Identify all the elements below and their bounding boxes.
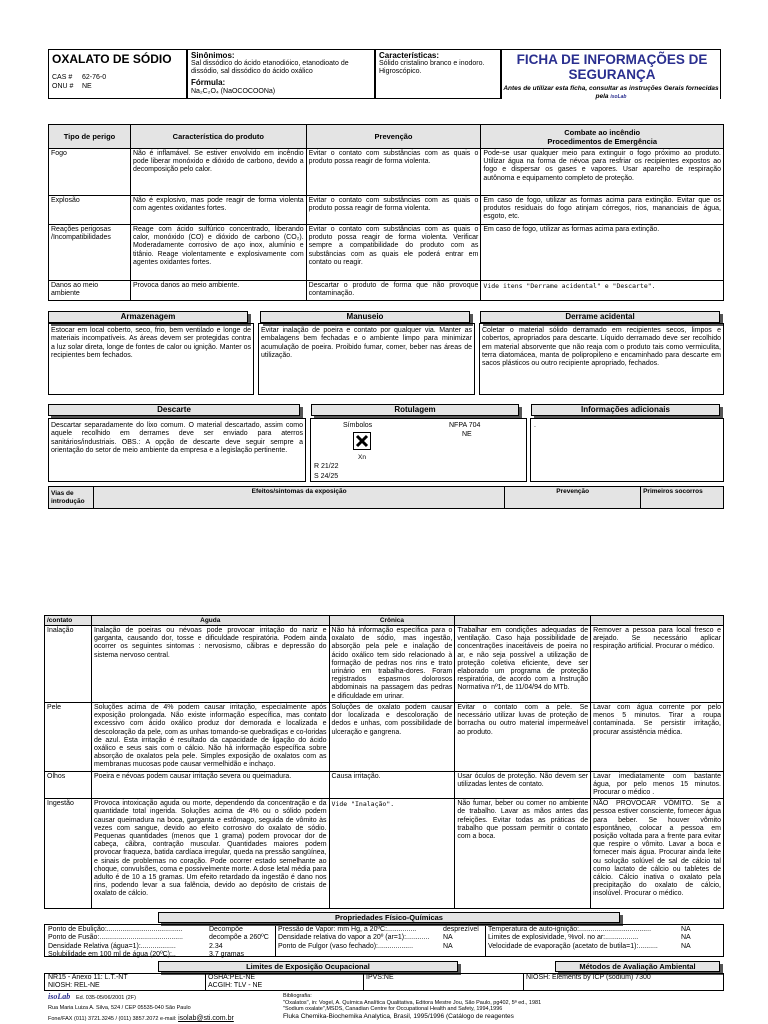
physchem-value: NA <box>443 942 453 950</box>
spill-title: Derrame acidental <box>480 311 720 323</box>
physchem-row <box>48 943 273 951</box>
divider <box>363 974 364 991</box>
table-row <box>45 703 724 772</box>
s-phrases: S 24/25 <box>314 473 339 480</box>
physchem-row <box>278 934 483 942</box>
effects-chronic-cell: Soluções de oxalato podem causar dor localizada e descoloração de dedos e unhas, com possibilidade de ulceração e gangrena. <box>329 703 455 772</box>
effects-col-chronic: Crônica <box>329 616 455 626</box>
cas-value: 62-76-0 <box>82 74 107 81</box>
physchem-label: Limites de explosividade, %vol. no ar:................. <box>488 934 639 942</box>
physchem-label: Ponto de Ebulição:....................................... <box>48 926 183 933</box>
product-header-box <box>48 49 187 99</box>
characteristics-box <box>375 49 501 99</box>
physchem-row <box>48 934 273 942</box>
bib-item: Fluka Chemika-Biochemika Analytica, Brasil, 1995/1996 (Catálogo de reagentes <box>283 1012 514 1020</box>
table-row <box>49 196 724 225</box>
nr15-text: NR15 - Anexo 11: L.T.-NT <box>48 974 128 981</box>
ipvs-text: IPVS:NE <box>366 974 394 981</box>
hazard-char-cell: Não é inflamável. Se estiver envolvido em incêndio pode liberar monóxido e dióxido de carbono, devido a decomposição pelo calor. <box>130 149 306 196</box>
footer-phone <box>48 1015 234 1022</box>
disposal-title: Descarte <box>48 404 300 416</box>
physchem-row <box>48 951 273 959</box>
hazard-prev-cell: Evitar o contato com substâncias com as quais o produto possa reagir de forma violenta. Verificar sempre a compatibilidade do produto com as substâncias com as quais ele poderá entrar em contato ou reagir. <box>306 225 481 281</box>
effects-route-cell: Inalação <box>45 626 92 703</box>
sheet-title: FICHA DE INFORMAÇÕES DE SEGURANÇA <box>516 52 708 82</box>
effects-aid-cell: Lavar imediatamente com bastante água, por pelo menos 15 minutos. Procurar o médico . <box>591 771 724 799</box>
storage-title: Armazenagem <box>48 311 248 323</box>
effects-acute-cell: Poeira e névoas podem causar irritação severa ou queimadura. <box>91 771 329 799</box>
sheet-note <box>503 85 719 101</box>
sheet-note-logo: isoLab <box>610 94 627 100</box>
synonyms-title: Sinônimos: <box>191 51 235 60</box>
physchem-value: 3.7 gramas <box>209 950 245 958</box>
effects-subheader <box>45 616 724 626</box>
effects-header-table <box>48 486 724 509</box>
bib-item: "Sodium oxalate",MSDS, Canadian Centre for Occupational Health and Safety, 1994,1996 <box>283 1006 503 1012</box>
harmful-x-icon <box>353 432 371 450</box>
onu-label: ONU # <box>52 83 74 90</box>
effects-aid-cell: NÃO PROVOCAR VÔMITO. Se a pessoa estiver consciente, fornecer água para beber. Se houver vômito espontâneo, colocar a pessoa em posição voltada para a frente para evitar que respire o vômito. Lavar a boca e fornecer mais água. Procurar ainda leite ou solução solúvel de sal de cálcio tal como lactato de cálcio ou tabletes de cálcio. Cálcio inativa o oxalato pela precipitação do oxalato de cálcio, insolúvel. Procurar o médico. <box>591 799 724 909</box>
physchem-row <box>278 926 483 934</box>
table-row <box>45 771 724 799</box>
hazard-prev-cell: Evitar o contato com substâncias com as quais o produto possa reagir de forma violenta. <box>306 149 481 196</box>
storage-box <box>48 323 254 395</box>
effects-route-cell: Pele <box>45 703 92 772</box>
acgih-text: ACGIH: TLV - NE <box>208 982 263 989</box>
disposal-box <box>48 418 306 482</box>
exposure-title: Limites de Exposição Ocupacional <box>158 961 458 972</box>
physchem-label: Velocidade de evaporação (acetato de butila=1):.......... <box>488 942 658 950</box>
r-phrases: R 21/22 <box>314 463 339 470</box>
footer-email-label: e-mail: <box>160 1016 177 1022</box>
physchem-label: Ponto de Fulgor (vaso fechado):.................. <box>278 942 414 950</box>
hazard-col-fight: Combate ao incêndio Procedimentos de Emergência <box>481 125 724 149</box>
effects-chronic-cell: Não há informação específica para o oxalato de sódio, mas ingestão, absorção pela pele e inalação de ácido oxálico tem sido relacionado à formação de pedras nos rins e trato urinário em trabalha-dores. Foram registrados espasmos dolorosos abdominais na passagem das pedras e dificuldade em urinar. <box>329 626 455 703</box>
physchem-row <box>488 926 721 934</box>
table-row <box>45 799 724 909</box>
effects-acute-cell: Provoca intoxicação aguda ou morte, dependendo da concentração e da quantidade total ingerida. Soluções acima de 4% ou o sólido podem causar queimadura na boca, garganta e estômago, seguida de vômito às vezes com sangue, devido ao efeito corrosivo do oxalato de sódio. Pequenas quantidades (menos que 1 grama) podem provocar dor de cabeça, cãibra, contração muscular. Quantidades maiores podem provocar fraqueza, batida cardíaca irregular, queda na pressão sangüínea, e sinais de problemas no coração. Pode ocorrer estado semelhante ao choque, convulsões, coma e possivelmente morte. A dose letal média para adulto é de 10 a 15 gramas. Um efeito retardado da ingestão é dano nos rins, podendo levar a sua falência, devido ao depósito de cristais de oxalato de cálcio. <box>91 799 329 909</box>
hazard-char-cell: Não é explosivo, mas pode reagir de forma violenta com agentes oxidantes fortes. <box>130 196 306 225</box>
bib-item: "Oxalatos", in: Vogel, A. Química Analítica Qualitativa, Editora Mestre Jou, São Paulo, pg402, 5ª ed., 1981 <box>283 999 542 1006</box>
hazard-fight-cell: Em caso de fogo, utilizar as formas acima para extinção. <box>481 225 724 281</box>
physchem-value: decompõe a 260ºC <box>209 934 269 942</box>
effects-prev-cell: Trabalhar em condições adequadas de ventilação. Caso haja possibilidade de concentrações inaceitáveis de poeira no ar, e não seja possível a utilização de proteção coletiva eficiente, deve ser elaborado um programa de proteção respiratória, de acordo com a Instrução Normativa nº1, de 11/04/94 do MTb. <box>455 626 591 703</box>
physchem-title: Propriedades Físico-Químicas <box>158 912 620 923</box>
physchem-value: NA <box>681 926 691 933</box>
onu-value: NE <box>82 83 92 90</box>
physchem-col1 <box>48 926 273 959</box>
characteristics-title: Características: <box>379 51 440 60</box>
physchem-value: NA <box>443 934 453 942</box>
effects-col-route-cont: /contato <box>45 616 92 626</box>
footer-email[interactable]: isolab@sti.com.br <box>178 1015 234 1022</box>
effects-acute-cell: Soluções acima de 4% podem causar irritação, especialmente após exposição prolongada. Não existe informação específica, mas contato excessivo com ácido oxálico produz dor demorada e localizada e descoloração da pele, com as unhas tornando-se quebradiças e co-loridas de azul. Esta irritação é resultado da capacidade de ligação do ácido oxálico e seus sais com o cálcio. Não há informação específica sobre absorção de oxalatos pela pele. Simples exposição de oxalatos com as membranas mucosas pode causar vermelhidão e inchaço. <box>91 703 329 772</box>
hazard-fight-cell: Pode-se usar qualquer meio para extinguir o fogo próximo ao produto. Utilizar água na forma de névoa para resfriar os recipientes expostos ao fogo e dispersar os gases e vapores. Usar aparelho de respiração autônoma e equipamento completo de proteção. <box>481 149 724 196</box>
physchem-label: Densidade Relativa (água=1):.................. <box>48 942 176 950</box>
effects-col-route: Vias de introdução <box>49 487 94 509</box>
footer-edition: Ed. 035-05/06/2001 (2F) <box>76 995 136 1001</box>
spill-text: Coletar o material sólido derramado em recipientes secos, limpos e cobertos, apropriados para descarte. Líquido derramado deve ser recolhido em material absorvente que não reaja com o produto tais como vermiculita, terra diatomácea, manta de polipropileno e encaminhado para descarte em sacos plásticos ou outro recipiente apropriado, fechados. <box>482 327 721 368</box>
table-row <box>49 281 724 301</box>
symbols-label: Símbolos <box>343 422 373 429</box>
footer-address: Rua Maria Luiza A. Silva, 524 / CEP 05535-040 São Paulo <box>48 1005 191 1011</box>
bib-title: Bibliografia: <box>283 993 312 999</box>
hazard-table <box>48 124 724 301</box>
physchem-value: NA <box>681 942 691 950</box>
physchem-label: Pressão de Vapor: mm Hg, a 20ºC:............... <box>278 926 417 933</box>
effects-col-effects: Efeitos/sintomas da exposição <box>93 487 504 509</box>
physchem-box <box>44 924 724 957</box>
methods-text: NIOSH: Elements by ICP (sodium) 7300 <box>526 974 651 981</box>
table-row <box>49 149 724 196</box>
hazard-fight-cell: Vide itens "Derrame acidental" e "Descarte". <box>481 281 724 301</box>
characteristics-text: Sólido cristalino branco e inodoro. Higroscópico. <box>379 60 485 76</box>
table-row <box>49 225 724 281</box>
additional-box <box>530 418 724 482</box>
effects-aid-cell: Remover a pessoa para local fresco e arejado. Se necessário aplicar respiração artificial. Procurar o médico. <box>591 626 724 703</box>
physchem-row <box>278 943 483 951</box>
symbol-code: Xn <box>358 454 366 461</box>
methods-title: Métodos de Avaliação Ambiental <box>555 961 720 972</box>
footer-phone-text: Fone/FAX (011) 3721.3245 / (011) 3857.2072 <box>48 1016 159 1022</box>
additional-title: Informações adicionais <box>531 404 720 416</box>
hazard-char-cell: Reage com ácido sulfúrico concentrado, liberando calor, monóxido (CO) e dióxido de carbono (CO₂). Moderadamente corrosivo de aço inox, alumínio e titânio. Reage violentamente e explosivamente com agentes oxidantes fortes. <box>130 225 306 281</box>
effects-chronic-cell: Vide "Inalação". <box>329 799 455 909</box>
hazard-col-prev: Prevenção <box>306 125 481 149</box>
hazard-type-cell: Reações perigosas /Incompatibilidades <box>49 225 131 281</box>
effects-col-acute: Aguda <box>91 616 329 626</box>
handling-text: Evitar inalação de poeira e contato por qualquer via. Manter as embalagens bem fechadas e o ambiente limpo para minimizar acumulação de poeira. Proibido fumar, comer, beber nas áreas de utilização. <box>261 327 472 359</box>
effects-prev-cell: Usar óculos de proteção. Não devem ser utilizadas lentes de contato. <box>455 771 591 799</box>
bibliography <box>283 993 723 1021</box>
physchem-row <box>488 934 721 942</box>
additional-text: . <box>534 422 536 429</box>
hazard-col-type: Tipo de perigo <box>49 125 131 149</box>
effects-col-blank <box>455 616 591 626</box>
physchem-value: 2.34 <box>209 942 223 950</box>
hazard-prev-cell: Descartar o produto de forma que não provoque contaminação. <box>306 281 481 301</box>
hazard-char-cell: Provoca danos ao meio ambiente. <box>130 281 306 301</box>
physchem-value: Decompõe <box>209 926 243 933</box>
hazard-type-cell: Danos ao meio ambiente <box>49 281 131 301</box>
storage-text: Estocar em local coberto, seco, frio, bem ventilado e longe de materiais incompatíveis. As áreas devem ser protegidas contra a luz solar direta, longe de fontes de calor ou ignição. Manter os recipientes bem fechados. <box>51 327 251 359</box>
physchem-label: Densidade relativa do vapor a 20º (ar=1):............ <box>278 934 430 942</box>
nfpa-value: NE <box>462 431 472 438</box>
niosh-rel-text: NIOSH: REL-NE <box>48 982 100 989</box>
table-row <box>45 626 724 703</box>
handling-box <box>258 323 475 395</box>
physchem-label: Temperatura de auto-ignição:..................................... <box>488 926 652 933</box>
formula-text: Na₂C₂O₄ (NaOCOCOONa) <box>191 88 276 95</box>
hazard-fight-cell: Em caso de fogo, utilizar as formas acima para extinção. Evitar que os produtos residuais do fogo atinjam córregos, rios, mananciais de água, esgoto, etc. <box>481 196 724 225</box>
product-name: OXALATO DE SÓDIO <box>52 52 172 66</box>
divider <box>523 974 524 991</box>
effects-table <box>44 615 724 909</box>
effects-route-cell: Ingestão <box>45 799 92 909</box>
physchem-label: Ponto de Fusão:........................................... <box>48 934 183 942</box>
hazard-type-cell: Explosão <box>49 196 131 225</box>
physchem-col2 <box>275 926 483 957</box>
hazard-col-char: Característica do produto <box>130 125 306 149</box>
effects-prev-cell: Não fumar, beber ou comer no ambiente de trabalho. Lavar as mãos antes das refeições. Evitar todas as práticas de trabalho que possam permitir o contato com a boca. <box>455 799 591 909</box>
hazard-prev-cell: Evitar o contato com substâncias com as quais o produto possa reagir de forma violenta. <box>306 196 481 225</box>
divider <box>205 974 206 991</box>
effects-chronic-cell: Causa irritação. <box>329 771 455 799</box>
synonyms-box <box>187 49 375 99</box>
effects-col-blank <box>591 616 724 626</box>
effects-route-cell: Olhos <box>45 771 92 799</box>
nfpa-label: NFPA 704 <box>449 422 481 429</box>
physchem-col3 <box>485 926 721 957</box>
exposure-box <box>44 973 724 991</box>
spill-box <box>479 323 724 395</box>
cas-label: CAS # <box>52 74 73 81</box>
synonyms-text: Sal dissódico do ácido etanodióico, etanodioato de dissódio, sal dissódico do ácido oxálico <box>191 60 349 76</box>
effects-aid-cell: Lavar com água corrente por pelo menos 5 minutos. Tirar a roupa contaminada. Se persistir irritação, procurar assistência médica. <box>591 703 724 772</box>
physchem-value: desprezível <box>443 926 479 933</box>
sheet-note-text: Antes de utilizar esta ficha, consultar as instruções Gerais fornecidas pela <box>503 85 719 100</box>
handling-title: Manuseio <box>260 311 470 323</box>
effects-acute-cell: Inalação de poeiras ou névoas pode provocar irritação do nariz e garganta, causando dor, tosse e dificuldade respiratória. Podem ainda ocorrer os seguintes sintomas : nervosismo, cãibras e depressão do sistema nervoso central. <box>91 626 329 703</box>
disposal-text: Descartar separadamente do lixo comum. O material descartado, assim como aquele recolhido em derrames deve ser enviado para aterros sanitários/industriais. OBS.: A opção de descarte deve seguir sempre a orientação do setor de meio ambiente da empresa e a legislação pertinente. <box>51 422 303 454</box>
labeling-title: Rotulagem <box>311 404 519 416</box>
formula-title: Fórmula: <box>191 78 226 87</box>
labeling-box <box>310 418 527 482</box>
hazard-table-header <box>49 125 724 149</box>
effects-prev-cell: Evitar o contato com a pele. Se necessário utilizar luvas de proteção de borracha ou outro material impermeável ao produto. <box>455 703 591 772</box>
physchem-value: NA <box>681 934 691 942</box>
osha-text: OSHA:PEL-NE <box>208 974 256 981</box>
hazard-type-cell: Fogo <box>49 149 131 196</box>
footer-logo: isoLab <box>48 992 71 1001</box>
effects-col-aid: Primeiros socorros <box>641 487 724 509</box>
physchem-row <box>48 926 273 934</box>
physchem-row <box>488 943 721 951</box>
physchem-label: Solubilidade em 100 ml de água (20ºC):.. <box>48 950 176 958</box>
effects-col-prev: Prevenção <box>505 487 641 509</box>
